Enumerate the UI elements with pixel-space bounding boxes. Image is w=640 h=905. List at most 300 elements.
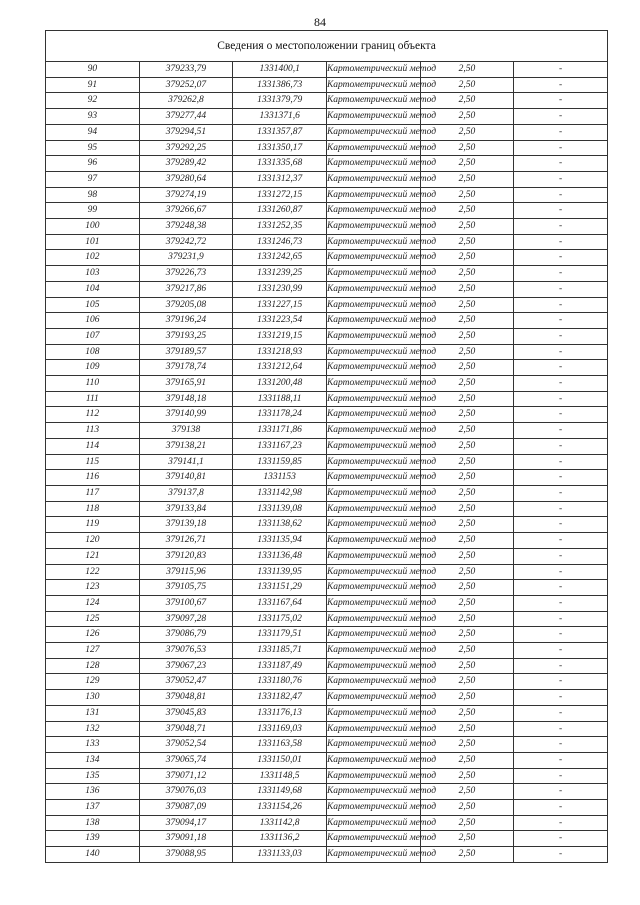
accuracy-cell: 2,50: [420, 768, 514, 784]
y-coordinate-cell: 1331312,37: [233, 171, 327, 187]
description-cell: -: [514, 800, 608, 816]
point-number-cell: 137: [46, 800, 140, 816]
table-row: [46, 784, 608, 800]
method-cell: Картометрический метод: [326, 815, 420, 831]
method-cell: Картометрический метод: [326, 376, 420, 392]
description-cell: -: [514, 376, 608, 392]
y-coordinate-cell: 1331188,11: [233, 391, 327, 407]
description-cell: -: [514, 595, 608, 611]
method-cell: Картометрический метод: [326, 219, 420, 235]
boundary-coordinates-table: [45, 30, 608, 863]
method-cell: Картометрический метод: [326, 250, 420, 266]
point-number-cell: 114: [46, 438, 140, 454]
accuracy-cell: 2,50: [420, 533, 514, 549]
accuracy-cell: 2,50: [420, 784, 514, 800]
method-cell: Картометрический метод: [326, 313, 420, 329]
table-row: [46, 611, 608, 627]
accuracy-cell: 2,50: [420, 203, 514, 219]
y-coordinate-cell: 1331159,85: [233, 454, 327, 470]
point-number-cell: 127: [46, 643, 140, 659]
point-number-cell: 134: [46, 752, 140, 768]
description-cell: -: [514, 124, 608, 140]
table-row: [46, 674, 608, 690]
point-number-cell: 140: [46, 847, 140, 863]
x-coordinate-cell: 379088,95: [139, 847, 233, 863]
x-coordinate-cell: 379189,57: [139, 344, 233, 360]
x-coordinate-cell: 379120,83: [139, 548, 233, 564]
point-number-cell: 133: [46, 737, 140, 753]
table-row: [46, 580, 608, 596]
table-row: [46, 548, 608, 564]
y-coordinate-cell: 1331135,94: [233, 533, 327, 549]
point-number-cell: 120: [46, 533, 140, 549]
y-coordinate-cell: 1331400,1: [233, 62, 327, 78]
table-row: [46, 297, 608, 313]
x-coordinate-cell: 379086,79: [139, 627, 233, 643]
table-row: [46, 219, 608, 235]
accuracy-cell: 2,50: [420, 407, 514, 423]
description-cell: -: [514, 171, 608, 187]
description-cell: -: [514, 77, 608, 93]
table-row: [46, 266, 608, 282]
y-coordinate-cell: 1331386,73: [233, 77, 327, 93]
method-cell: Картометрический метод: [326, 234, 420, 250]
x-coordinate-cell: 379138: [139, 423, 233, 439]
x-coordinate-cell: 379076,03: [139, 784, 233, 800]
point-number-cell: 115: [46, 454, 140, 470]
accuracy-cell: 2,50: [420, 595, 514, 611]
x-coordinate-cell: 379091,18: [139, 831, 233, 847]
method-cell: Картометрический метод: [326, 705, 420, 721]
description-cell: -: [514, 219, 608, 235]
point-number-cell: 128: [46, 658, 140, 674]
accuracy-cell: 2,50: [420, 62, 514, 78]
method-cell: Картометрический метод: [326, 501, 420, 517]
x-coordinate-cell: 379105,75: [139, 580, 233, 596]
x-coordinate-cell: 379045,83: [139, 705, 233, 721]
accuracy-cell: 2,50: [420, 376, 514, 392]
accuracy-cell: 2,50: [420, 831, 514, 847]
table-row: [46, 93, 608, 109]
x-coordinate-cell: 379097,28: [139, 611, 233, 627]
accuracy-cell: 2,50: [420, 674, 514, 690]
y-coordinate-cell: 1331167,23: [233, 438, 327, 454]
point-number-cell: 117: [46, 485, 140, 501]
y-coordinate-cell: 1331223,54: [233, 313, 327, 329]
accuracy-cell: 2,50: [420, 109, 514, 125]
point-number-cell: 97: [46, 171, 140, 187]
method-cell: Картометрический метод: [326, 847, 420, 863]
y-coordinate-cell: 1331230,99: [233, 281, 327, 297]
point-number-cell: 96: [46, 156, 140, 172]
y-coordinate-cell: 1331176,13: [233, 705, 327, 721]
table-row: [46, 281, 608, 297]
accuracy-cell: 2,50: [420, 721, 514, 737]
y-coordinate-cell: 1331142,8: [233, 815, 327, 831]
description-cell: -: [514, 485, 608, 501]
point-number-cell: 102: [46, 250, 140, 266]
method-cell: Картометрический метод: [326, 344, 420, 360]
point-number-cell: 139: [46, 831, 140, 847]
description-cell: -: [514, 93, 608, 109]
accuracy-cell: 2,50: [420, 501, 514, 517]
point-number-cell: 104: [46, 281, 140, 297]
description-cell: -: [514, 423, 608, 439]
x-coordinate-cell: 379065,74: [139, 752, 233, 768]
y-coordinate-cell: 1331163,58: [233, 737, 327, 753]
accuracy-cell: 2,50: [420, 250, 514, 266]
accuracy-cell: 2,50: [420, 423, 514, 439]
method-cell: Картометрический метод: [326, 328, 420, 344]
accuracy-cell: 2,50: [420, 391, 514, 407]
method-cell: Картометрический метод: [326, 62, 420, 78]
table-row: [46, 658, 608, 674]
method-cell: Картометрический метод: [326, 93, 420, 109]
accuracy-cell: 2,50: [420, 171, 514, 187]
y-coordinate-cell: 1331169,03: [233, 721, 327, 737]
description-cell: -: [514, 564, 608, 580]
description-cell: -: [514, 407, 608, 423]
description-cell: -: [514, 313, 608, 329]
accuracy-cell: 2,50: [420, 93, 514, 109]
accuracy-cell: 2,50: [420, 234, 514, 250]
point-number-cell: 135: [46, 768, 140, 784]
x-coordinate-cell: 379165,91: [139, 376, 233, 392]
method-cell: Картометрический метод: [326, 407, 420, 423]
y-coordinate-cell: 1331227,15: [233, 297, 327, 313]
table-row: [46, 533, 608, 549]
table-row: [46, 234, 608, 250]
description-cell: -: [514, 580, 608, 596]
method-cell: Картометрический метод: [326, 784, 420, 800]
description-cell: -: [514, 690, 608, 706]
description-cell: -: [514, 721, 608, 737]
description-cell: -: [514, 831, 608, 847]
point-number-cell: 132: [46, 721, 140, 737]
point-number-cell: 121: [46, 548, 140, 564]
point-number-cell: 93: [46, 109, 140, 125]
accuracy-cell: 2,50: [420, 690, 514, 706]
table-title-row: [46, 31, 608, 62]
x-coordinate-cell: 379205,08: [139, 297, 233, 313]
table-row: [46, 737, 608, 753]
x-coordinate-cell: 379262,8: [139, 93, 233, 109]
x-coordinate-cell: 379193,25: [139, 328, 233, 344]
description-cell: -: [514, 643, 608, 659]
description-cell: -: [514, 328, 608, 344]
description-cell: -: [514, 203, 608, 219]
y-coordinate-cell: 1331136,2: [233, 831, 327, 847]
method-cell: Картометрический метод: [326, 156, 420, 172]
point-number-cell: 107: [46, 328, 140, 344]
x-coordinate-cell: 379067,23: [139, 658, 233, 674]
table-row: [46, 77, 608, 93]
method-cell: Картометрический метод: [326, 548, 420, 564]
point-number-cell: 129: [46, 674, 140, 690]
method-cell: Картометрический метод: [326, 690, 420, 706]
x-coordinate-cell: 379178,74: [139, 360, 233, 376]
table-row: [46, 454, 608, 470]
x-coordinate-cell: 379231,9: [139, 250, 233, 266]
y-coordinate-cell: 1331149,68: [233, 784, 327, 800]
point-number-cell: 126: [46, 627, 140, 643]
table-row: [46, 407, 608, 423]
x-coordinate-cell: 379140,99: [139, 407, 233, 423]
method-cell: Картометрический метод: [326, 391, 420, 407]
point-number-cell: 109: [46, 360, 140, 376]
x-coordinate-cell: 379048,81: [139, 690, 233, 706]
description-cell: -: [514, 737, 608, 753]
x-coordinate-cell: 379138,21: [139, 438, 233, 454]
accuracy-cell: 2,50: [420, 658, 514, 674]
x-coordinate-cell: 379233,79: [139, 62, 233, 78]
point-number-cell: 138: [46, 815, 140, 831]
accuracy-cell: 2,50: [420, 187, 514, 203]
table-row: [46, 328, 608, 344]
x-coordinate-cell: 379094,17: [139, 815, 233, 831]
x-coordinate-cell: 379289,42: [139, 156, 233, 172]
x-coordinate-cell: 379217,86: [139, 281, 233, 297]
table-row: [46, 485, 608, 501]
y-coordinate-cell: 1331180,76: [233, 674, 327, 690]
point-number-cell: 116: [46, 470, 140, 486]
table-row: [46, 203, 608, 219]
x-coordinate-cell: 379242,72: [139, 234, 233, 250]
description-cell: -: [514, 391, 608, 407]
y-coordinate-cell: 1331175,02: [233, 611, 327, 627]
y-coordinate-cell: 1331171,86: [233, 423, 327, 439]
description-cell: -: [514, 611, 608, 627]
page-number: 84: [314, 15, 326, 29]
method-cell: Картометрический метод: [326, 140, 420, 156]
y-coordinate-cell: 1331139,08: [233, 501, 327, 517]
table-row: [46, 140, 608, 156]
accuracy-cell: 2,50: [420, 219, 514, 235]
y-coordinate-cell: 1331138,62: [233, 517, 327, 533]
y-coordinate-cell: 1331139,95: [233, 564, 327, 580]
accuracy-cell: 2,50: [420, 548, 514, 564]
y-coordinate-cell: 1331219,15: [233, 328, 327, 344]
method-cell: Картометрический метод: [326, 454, 420, 470]
x-coordinate-cell: 379048,71: [139, 721, 233, 737]
description-cell: -: [514, 705, 608, 721]
x-coordinate-cell: 379252,07: [139, 77, 233, 93]
x-coordinate-cell: 379141,1: [139, 454, 233, 470]
table-title: Сведения о местоположении границ объекта: [46, 31, 608, 62]
x-coordinate-cell: 379248,38: [139, 219, 233, 235]
x-coordinate-cell: 379126,71: [139, 533, 233, 549]
y-coordinate-cell: 1331187,49: [233, 658, 327, 674]
method-cell: Картометрический метод: [326, 674, 420, 690]
description-cell: -: [514, 815, 608, 831]
method-cell: Картометрический метод: [326, 77, 420, 93]
y-coordinate-cell: 1331357,87: [233, 124, 327, 140]
y-coordinate-cell: 1331242,65: [233, 250, 327, 266]
table-row: [46, 564, 608, 580]
accuracy-cell: 2,50: [420, 344, 514, 360]
table-row: [46, 768, 608, 784]
y-coordinate-cell: 1331379,79: [233, 93, 327, 109]
accuracy-cell: 2,50: [420, 485, 514, 501]
table-row: [46, 721, 608, 737]
table-row: [46, 423, 608, 439]
method-cell: Картометрический метод: [326, 580, 420, 596]
y-coordinate-cell: 1331350,17: [233, 140, 327, 156]
table-row: [46, 62, 608, 78]
description-cell: -: [514, 156, 608, 172]
y-coordinate-cell: 1331182,47: [233, 690, 327, 706]
table-row: [46, 250, 608, 266]
x-coordinate-cell: 379294,51: [139, 124, 233, 140]
point-number-cell: 110: [46, 376, 140, 392]
x-coordinate-cell: 379115,96: [139, 564, 233, 580]
table-row: [46, 438, 608, 454]
accuracy-cell: 2,50: [420, 847, 514, 863]
x-coordinate-cell: 379137,8: [139, 485, 233, 501]
table-row: [46, 752, 608, 768]
method-cell: Картометрический метод: [326, 752, 420, 768]
y-coordinate-cell: 1331218,93: [233, 344, 327, 360]
x-coordinate-cell: 379140,81: [139, 470, 233, 486]
method-cell: Картометрический метод: [326, 595, 420, 611]
method-cell: Картометрический метод: [326, 470, 420, 486]
point-number-cell: 125: [46, 611, 140, 627]
y-coordinate-cell: 1331200,48: [233, 376, 327, 392]
method-cell: Картометрический метод: [326, 658, 420, 674]
accuracy-cell: 2,50: [420, 454, 514, 470]
method-cell: Картометрический метод: [326, 737, 420, 753]
method-cell: Картометрический метод: [326, 297, 420, 313]
method-cell: Картометрический метод: [326, 109, 420, 125]
y-coordinate-cell: 1331154,26: [233, 800, 327, 816]
y-coordinate-cell: 1331260,87: [233, 203, 327, 219]
table-row: [46, 124, 608, 140]
accuracy-cell: 2,50: [420, 297, 514, 313]
description-cell: -: [514, 360, 608, 376]
x-coordinate-cell: 379100,67: [139, 595, 233, 611]
point-number-cell: 101: [46, 234, 140, 250]
method-cell: Картометрический метод: [326, 611, 420, 627]
description-cell: -: [514, 297, 608, 313]
table-row: [46, 517, 608, 533]
point-number-cell: 108: [46, 344, 140, 360]
description-cell: -: [514, 533, 608, 549]
description-cell: -: [514, 768, 608, 784]
y-coordinate-cell: 1331185,71: [233, 643, 327, 659]
description-cell: -: [514, 752, 608, 768]
accuracy-cell: 2,50: [420, 313, 514, 329]
x-coordinate-cell: 379052,54: [139, 737, 233, 753]
accuracy-cell: 2,50: [420, 77, 514, 93]
y-coordinate-cell: 1331239,25: [233, 266, 327, 282]
description-cell: -: [514, 250, 608, 266]
y-coordinate-cell: 1331212,64: [233, 360, 327, 376]
y-coordinate-cell: 1331272,15: [233, 187, 327, 203]
table-row: [46, 109, 608, 125]
method-cell: Картометрический метод: [326, 438, 420, 454]
table-row: [46, 470, 608, 486]
x-coordinate-cell: 379292,25: [139, 140, 233, 156]
table-row: [46, 360, 608, 376]
method-cell: Картометрический метод: [326, 266, 420, 282]
method-cell: Картометрический метод: [326, 831, 420, 847]
point-number-cell: 91: [46, 77, 140, 93]
accuracy-cell: 2,50: [420, 438, 514, 454]
y-coordinate-cell: 1331151,29: [233, 580, 327, 596]
x-coordinate-cell: 379196,24: [139, 313, 233, 329]
x-coordinate-cell: 379274,19: [139, 187, 233, 203]
x-coordinate-cell: 379226,73: [139, 266, 233, 282]
point-number-cell: 90: [46, 62, 140, 78]
x-coordinate-cell: 379266,67: [139, 203, 233, 219]
description-cell: -: [514, 109, 608, 125]
table-row: [46, 800, 608, 816]
method-cell: Картометрический метод: [326, 281, 420, 297]
accuracy-cell: 2,50: [420, 140, 514, 156]
table-row: [46, 847, 608, 863]
method-cell: Картометрический метод: [326, 517, 420, 533]
method-cell: Картометрический метод: [326, 564, 420, 580]
y-coordinate-cell: 1331142,98: [233, 485, 327, 501]
description-cell: -: [514, 62, 608, 78]
method-cell: Картометрический метод: [326, 643, 420, 659]
point-number-cell: 118: [46, 501, 140, 517]
x-coordinate-cell: 379148,18: [139, 391, 233, 407]
description-cell: -: [514, 266, 608, 282]
accuracy-cell: 2,50: [420, 470, 514, 486]
y-coordinate-cell: 1331179,51: [233, 627, 327, 643]
x-coordinate-cell: 379052,47: [139, 674, 233, 690]
x-coordinate-cell: 379076,53: [139, 643, 233, 659]
point-number-cell: 122: [46, 564, 140, 580]
accuracy-cell: 2,50: [420, 643, 514, 659]
y-coordinate-cell: 1331246,73: [233, 234, 327, 250]
point-number-cell: 103: [46, 266, 140, 282]
point-number-cell: 112: [46, 407, 140, 423]
table-row: [46, 376, 608, 392]
description-cell: -: [514, 140, 608, 156]
table-row: [46, 595, 608, 611]
method-cell: Картометрический метод: [326, 171, 420, 187]
point-number-cell: 136: [46, 784, 140, 800]
method-cell: Картометрический метод: [326, 187, 420, 203]
point-number-cell: 124: [46, 595, 140, 611]
method-cell: Картометрический метод: [326, 124, 420, 140]
method-cell: Картометрический метод: [326, 800, 420, 816]
table-row: [46, 171, 608, 187]
table-row: [46, 815, 608, 831]
x-coordinate-cell: 379277,44: [139, 109, 233, 125]
accuracy-cell: 2,50: [420, 580, 514, 596]
accuracy-cell: 2,50: [420, 737, 514, 753]
accuracy-cell: 2,50: [420, 627, 514, 643]
table-row: [46, 831, 608, 847]
x-coordinate-cell: 379139,18: [139, 517, 233, 533]
point-number-cell: 130: [46, 690, 140, 706]
table-row: [46, 627, 608, 643]
description-cell: -: [514, 847, 608, 863]
accuracy-cell: 2,50: [420, 517, 514, 533]
method-cell: Картометрический метод: [326, 721, 420, 737]
table-row: [46, 643, 608, 659]
y-coordinate-cell: 1331252,35: [233, 219, 327, 235]
table-row: [46, 705, 608, 721]
point-number-cell: 92: [46, 93, 140, 109]
y-coordinate-cell: 1331133,03: [233, 847, 327, 863]
point-number-cell: 113: [46, 423, 140, 439]
point-number-cell: 119: [46, 517, 140, 533]
point-number-cell: 131: [46, 705, 140, 721]
